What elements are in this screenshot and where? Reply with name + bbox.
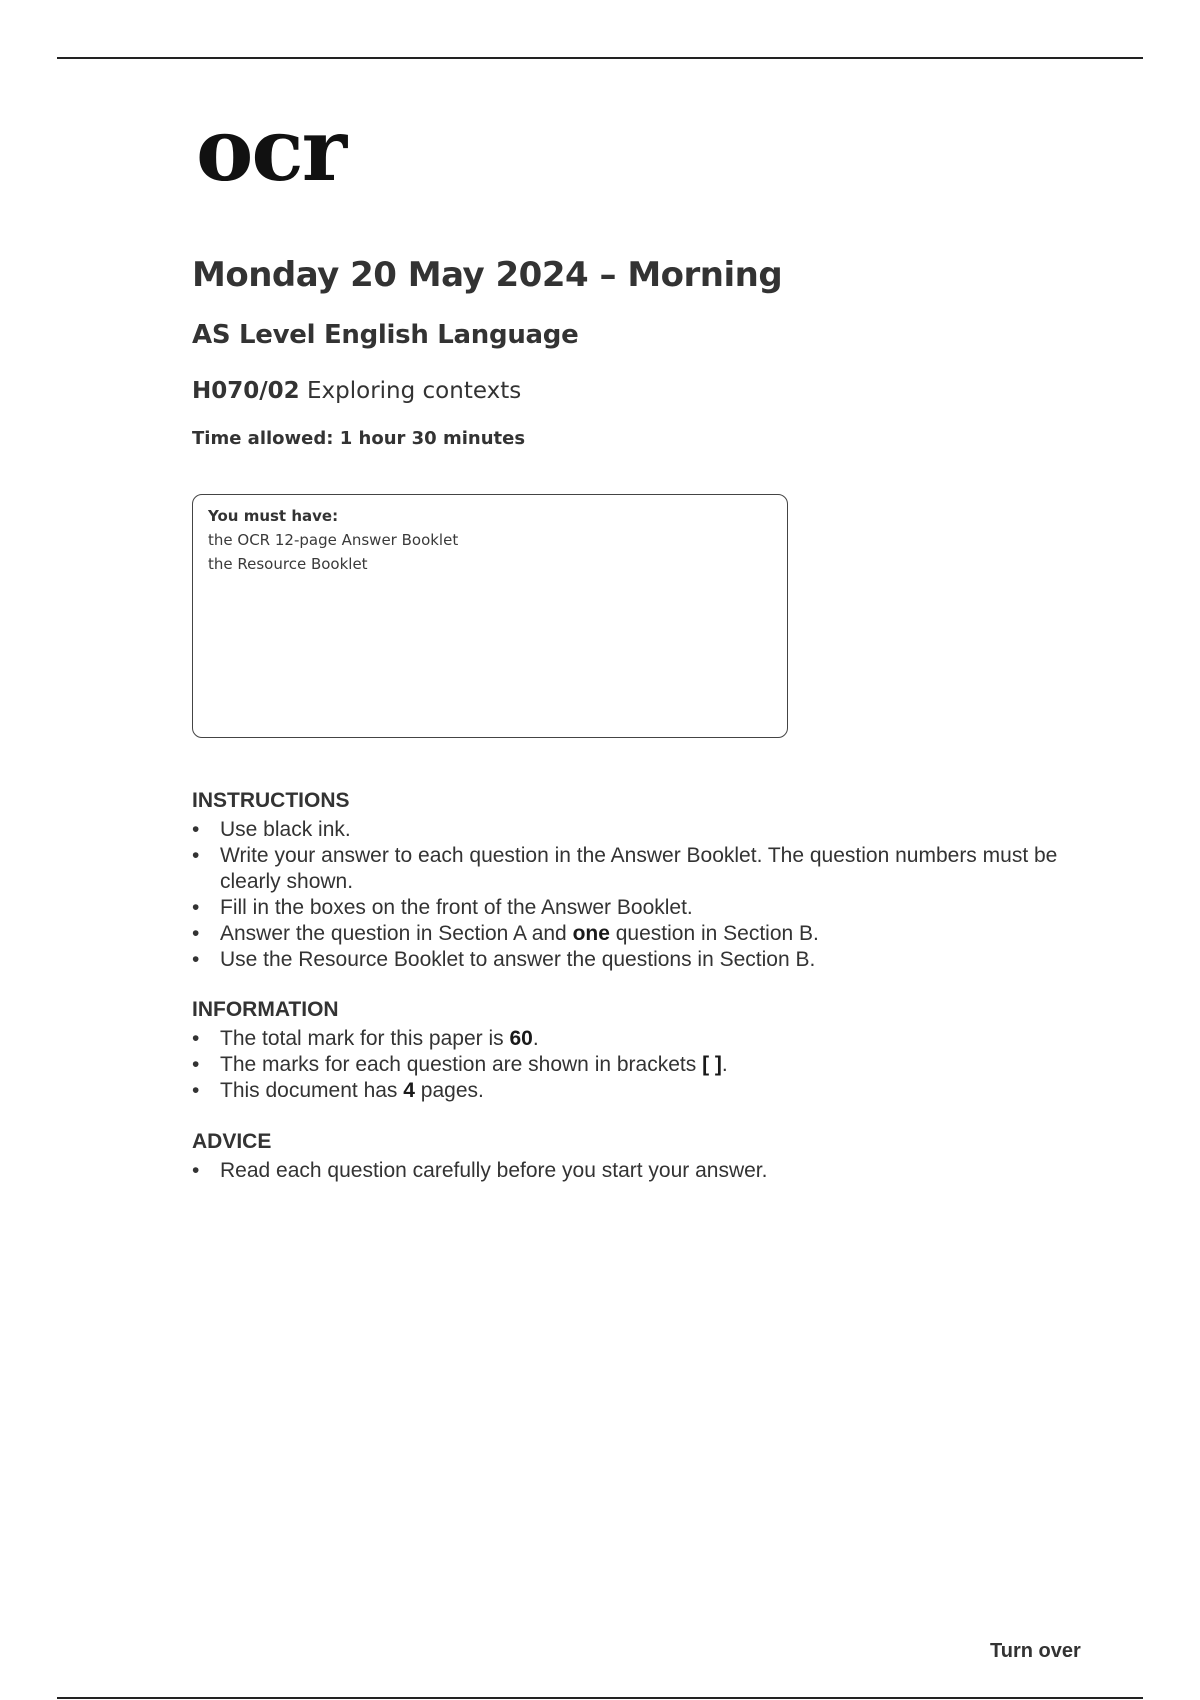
qualification-title: AS Level English Language <box>192 320 579 350</box>
advice-list <box>192 1158 1072 1184</box>
bullet-icon: • <box>192 844 200 867</box>
list-item: • The marks for each question are shown in brackets [ ]. <box>192 1053 728 1076</box>
exam-date: Monday 20 May 2024 – Morning <box>192 255 783 295</box>
time-allowed: Time allowed: 1 hour 30 minutes <box>192 428 526 449</box>
information-heading: INFORMATION <box>192 998 339 1021</box>
list-item: • Fill in the boxes on the front of the Answer Booklet. <box>192 896 693 919</box>
instructions-list <box>192 817 1072 973</box>
turn-over-label: Turn over <box>990 1640 1081 1662</box>
ocr-logo: ocr <box>196 100 346 201</box>
must-have-heading: You must have: <box>208 507 339 525</box>
list-item: • Read each question carefully before you start your answer. <box>192 1159 768 1182</box>
must-have-box <box>192 494 788 738</box>
bullet-icon: • <box>192 948 200 971</box>
list-item: • Use the Resource Booklet to answer the questions in Section B. <box>192 948 816 971</box>
component-title: Exploring contexts <box>306 378 522 404</box>
list-item: • Write your answer to each question in the Answer Booklet. The question numbers must be clearly shown. <box>192 844 1058 893</box>
bullet-icon: • <box>192 896 200 919</box>
instructions-heading: INSTRUCTIONS <box>192 789 350 812</box>
bullet-icon: • <box>192 922 200 945</box>
component-code: H070/02 <box>192 378 300 404</box>
information-section <box>192 997 1072 1104</box>
instructions-section <box>192 788 1072 973</box>
information-list <box>192 1026 1072 1104</box>
bullet-icon: • <box>192 818 200 841</box>
component-line <box>192 378 521 404</box>
bullet-icon: • <box>192 1079 200 1102</box>
must-have-item: the OCR 12-page Answer Booklet <box>208 531 459 549</box>
advice-section <box>192 1129 1072 1184</box>
list-item: • This document has 4 pages. <box>192 1079 484 1102</box>
list-item: • Answer the question in Section A and one question in Section B. <box>192 922 819 945</box>
bullet-icon: • <box>192 1159 200 1182</box>
list-item: • The total mark for this paper is 60. <box>192 1027 539 1050</box>
must-have-item: the Resource Booklet <box>208 555 368 573</box>
list-item: • Use black ink. <box>192 818 351 841</box>
bullet-icon: • <box>192 1027 200 1050</box>
advice-heading: ADVICE <box>192 1130 272 1153</box>
top-rule <box>57 57 1143 59</box>
bottom-rule <box>57 1697 1143 1699</box>
bullet-icon: • <box>192 1053 200 1076</box>
